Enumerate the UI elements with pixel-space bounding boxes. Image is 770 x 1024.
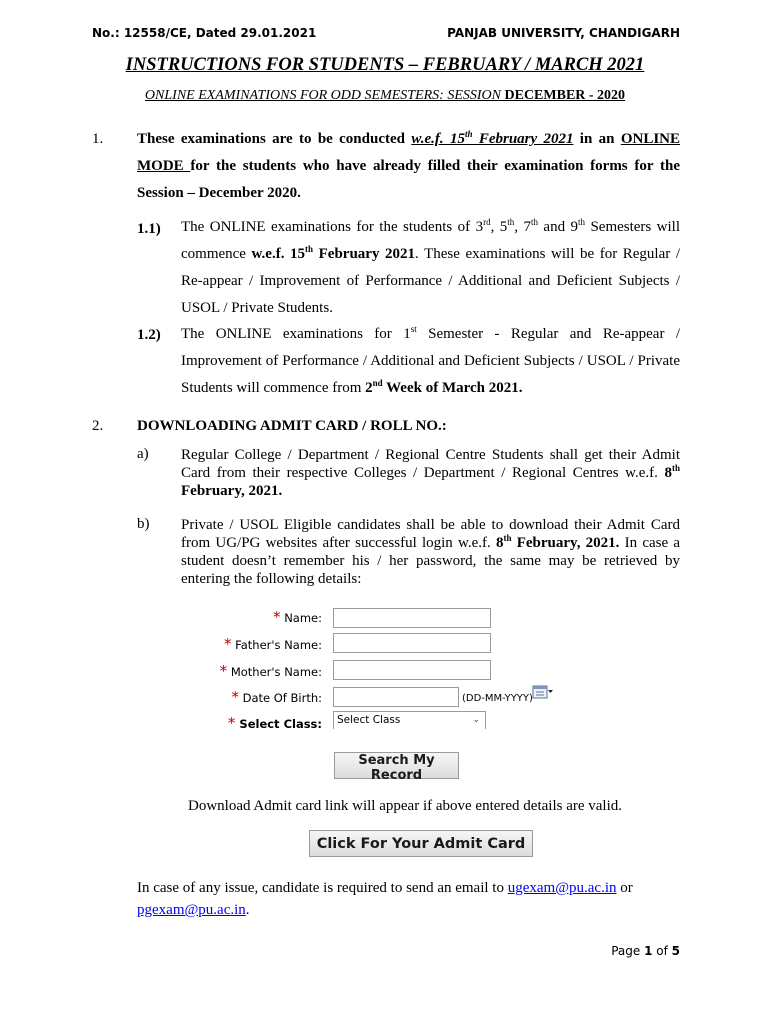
mother-name-input[interactable] (333, 660, 491, 680)
section1-number: 1. (92, 131, 104, 147)
sub1-t3: , 7 (514, 219, 531, 235)
section1-online-mode: ONLINE MODE (137, 131, 680, 174)
mother-label-text: Mother's Name: (230, 665, 322, 679)
sub1-t4: and 9 (537, 219, 578, 235)
page-title: INSTRUCTIONS FOR STUDENTS – FEBRUARY / MARCH 2021 (125, 55, 645, 75)
subtitle-part2: FOR ODD SEMESTERS: SESSION (296, 88, 505, 103)
sub2-b1: 2 (365, 380, 373, 396)
item-b-label: b) (137, 516, 150, 532)
ug-email-link[interactable]: ugexam@pu.ac.in (507, 880, 617, 896)
dob-label (162, 688, 322, 706)
dob-input[interactable] (333, 687, 459, 707)
sub1-s2: th (507, 217, 515, 227)
sub2-b2: Week of March 2021. (382, 380, 523, 396)
class-required-star: * (227, 714, 236, 732)
sub1-t2: , 5 (490, 219, 508, 235)
sub1-b2: February 2021 (313, 246, 416, 262)
pg-email-link[interactable]: pgexam@pu.ac.in (137, 902, 246, 918)
sub2-bold-group (365, 380, 522, 396)
item-b-bold-group (496, 535, 619, 551)
contact-text (137, 877, 680, 921)
dob-label-text: Date Of Birth: (242, 691, 322, 705)
item-b-text (181, 516, 680, 588)
item-a-t1: Regular College / Department / Regional Centre Students shall get their Admit Card from their respective Colleges / Department / Regional Centres w.e.f. (181, 447, 680, 481)
section1-intro (137, 126, 680, 207)
dob-format-hint: (DD-MM-YYYY) (462, 693, 533, 704)
sub1-bold-group (252, 246, 416, 262)
of-word: of (652, 944, 672, 958)
sub1-text (181, 214, 680, 322)
name-label-text: Name: (284, 611, 322, 625)
item-b-bs1: th (503, 533, 512, 543)
section1-wef: w.e.f. 15 (411, 131, 465, 147)
item-b-t1: Private / USOL Eligible candidates shall be able to download their Admit Card from UG/PG websites after successful login w.e.f. (181, 517, 680, 551)
sub1-t1: The ONLINE examinations for the students of 3 (181, 219, 484, 235)
page-subtitle (0, 88, 770, 104)
item-b-b2: February, 2021. (511, 535, 620, 551)
download-note: Download Admit card link will appear if above entered details are valid. (188, 798, 623, 814)
calendar-icon[interactable] (532, 684, 554, 700)
mother-label (162, 662, 322, 680)
subtitle-part1: ONLINE EXAMINATIONS (144, 88, 297, 103)
page-number (611, 944, 680, 958)
sub1-b1: w.e.f. 15 (251, 246, 306, 262)
class-label (162, 714, 322, 732)
sub2-t1: The ONLINE examinations for 1 (181, 326, 411, 342)
sub2-text (181, 321, 680, 402)
dob-required-star: * (231, 688, 239, 706)
father-name-input[interactable] (333, 633, 491, 653)
father-label (162, 635, 322, 653)
sub1-s1: rd (483, 217, 491, 227)
sub1-bs1: th (305, 244, 314, 254)
subtitle-part3: DECEMBER - 2020 (504, 88, 626, 103)
father-label-text: Father's Name: (235, 638, 322, 652)
item-a-label: a) (137, 446, 149, 462)
section1-intro-c: for the students who have already filled their examination forms for the Session – December 2020. (137, 158, 680, 201)
class-label-text: Select Class: (239, 717, 322, 731)
name-input[interactable] (333, 608, 491, 628)
name-required-star: * (273, 608, 281, 626)
university-name: PANJAB UNIVERSITY, CHANDIGARH (447, 26, 680, 40)
sub1-s3: th (530, 217, 538, 227)
class-select-value: Select Class (337, 714, 401, 726)
page-total: 5 (671, 944, 680, 958)
section1-wef-sup: th (464, 129, 473, 139)
item-b-b1: 8 (495, 535, 504, 551)
section2-number: 2. (92, 418, 104, 434)
mother-required-star: * (219, 662, 228, 680)
sub1-t5: Semesters will commence (181, 219, 681, 262)
section1-intro-b: in an (573, 131, 615, 147)
section2-heading: DOWNLOADING ADMIT CARD / ROLL NO.: (137, 418, 447, 434)
item-a-b1: 8 (664, 465, 672, 481)
sub1-t6: . These examinations will be for Regular / Re-appear / Improvement of Performance / Additional and Deficient Subjects / USOL / Private Students. (181, 246, 680, 316)
search-my-record-button[interactable]: Search My Record (334, 752, 459, 779)
sub2-s1: st (410, 324, 417, 334)
section1-wef-group (411, 131, 573, 147)
sub2-bs1: nd (372, 378, 383, 388)
item-b-t2: In case a student doesn’t remember his / her password, the same may be retrieved by entering the following details: (181, 535, 680, 587)
reference-number: No.: 12558/CE, Dated 29.01.2021 (92, 26, 317, 40)
sub1-number: 1.1) (137, 221, 161, 237)
section1-intro-a: These examinations are to be conducted (137, 131, 412, 147)
item-a-b2: February, 2021. (181, 483, 283, 499)
class-select[interactable] (333, 711, 486, 729)
item-a-bs1: th (671, 463, 680, 473)
item-a-text (181, 446, 680, 500)
chevron-down-icon: ⌄ (472, 715, 480, 725)
sub2-number: 1.2) (137, 327, 161, 343)
sub1-s4: th (578, 217, 586, 227)
page-word: Page (611, 944, 645, 958)
section1-wef-b: February 2021 (472, 131, 574, 147)
contact-t1: In case of any issue, candidate is required to send an email to (137, 880, 508, 896)
father-required-star: * (224, 635, 232, 653)
admit-card-button[interactable]: Click For Your Admit Card (309, 830, 533, 857)
contact-t3: . (245, 902, 250, 918)
contact-t2: or (616, 880, 633, 896)
page-current: 1 (644, 944, 653, 958)
sub2-t2: Semester - Regular and Re-appear / Improvement of Performance / Additional and Deficient Subjects / USOL / Private Students will commence from (181, 326, 681, 396)
name-label (162, 608, 322, 626)
